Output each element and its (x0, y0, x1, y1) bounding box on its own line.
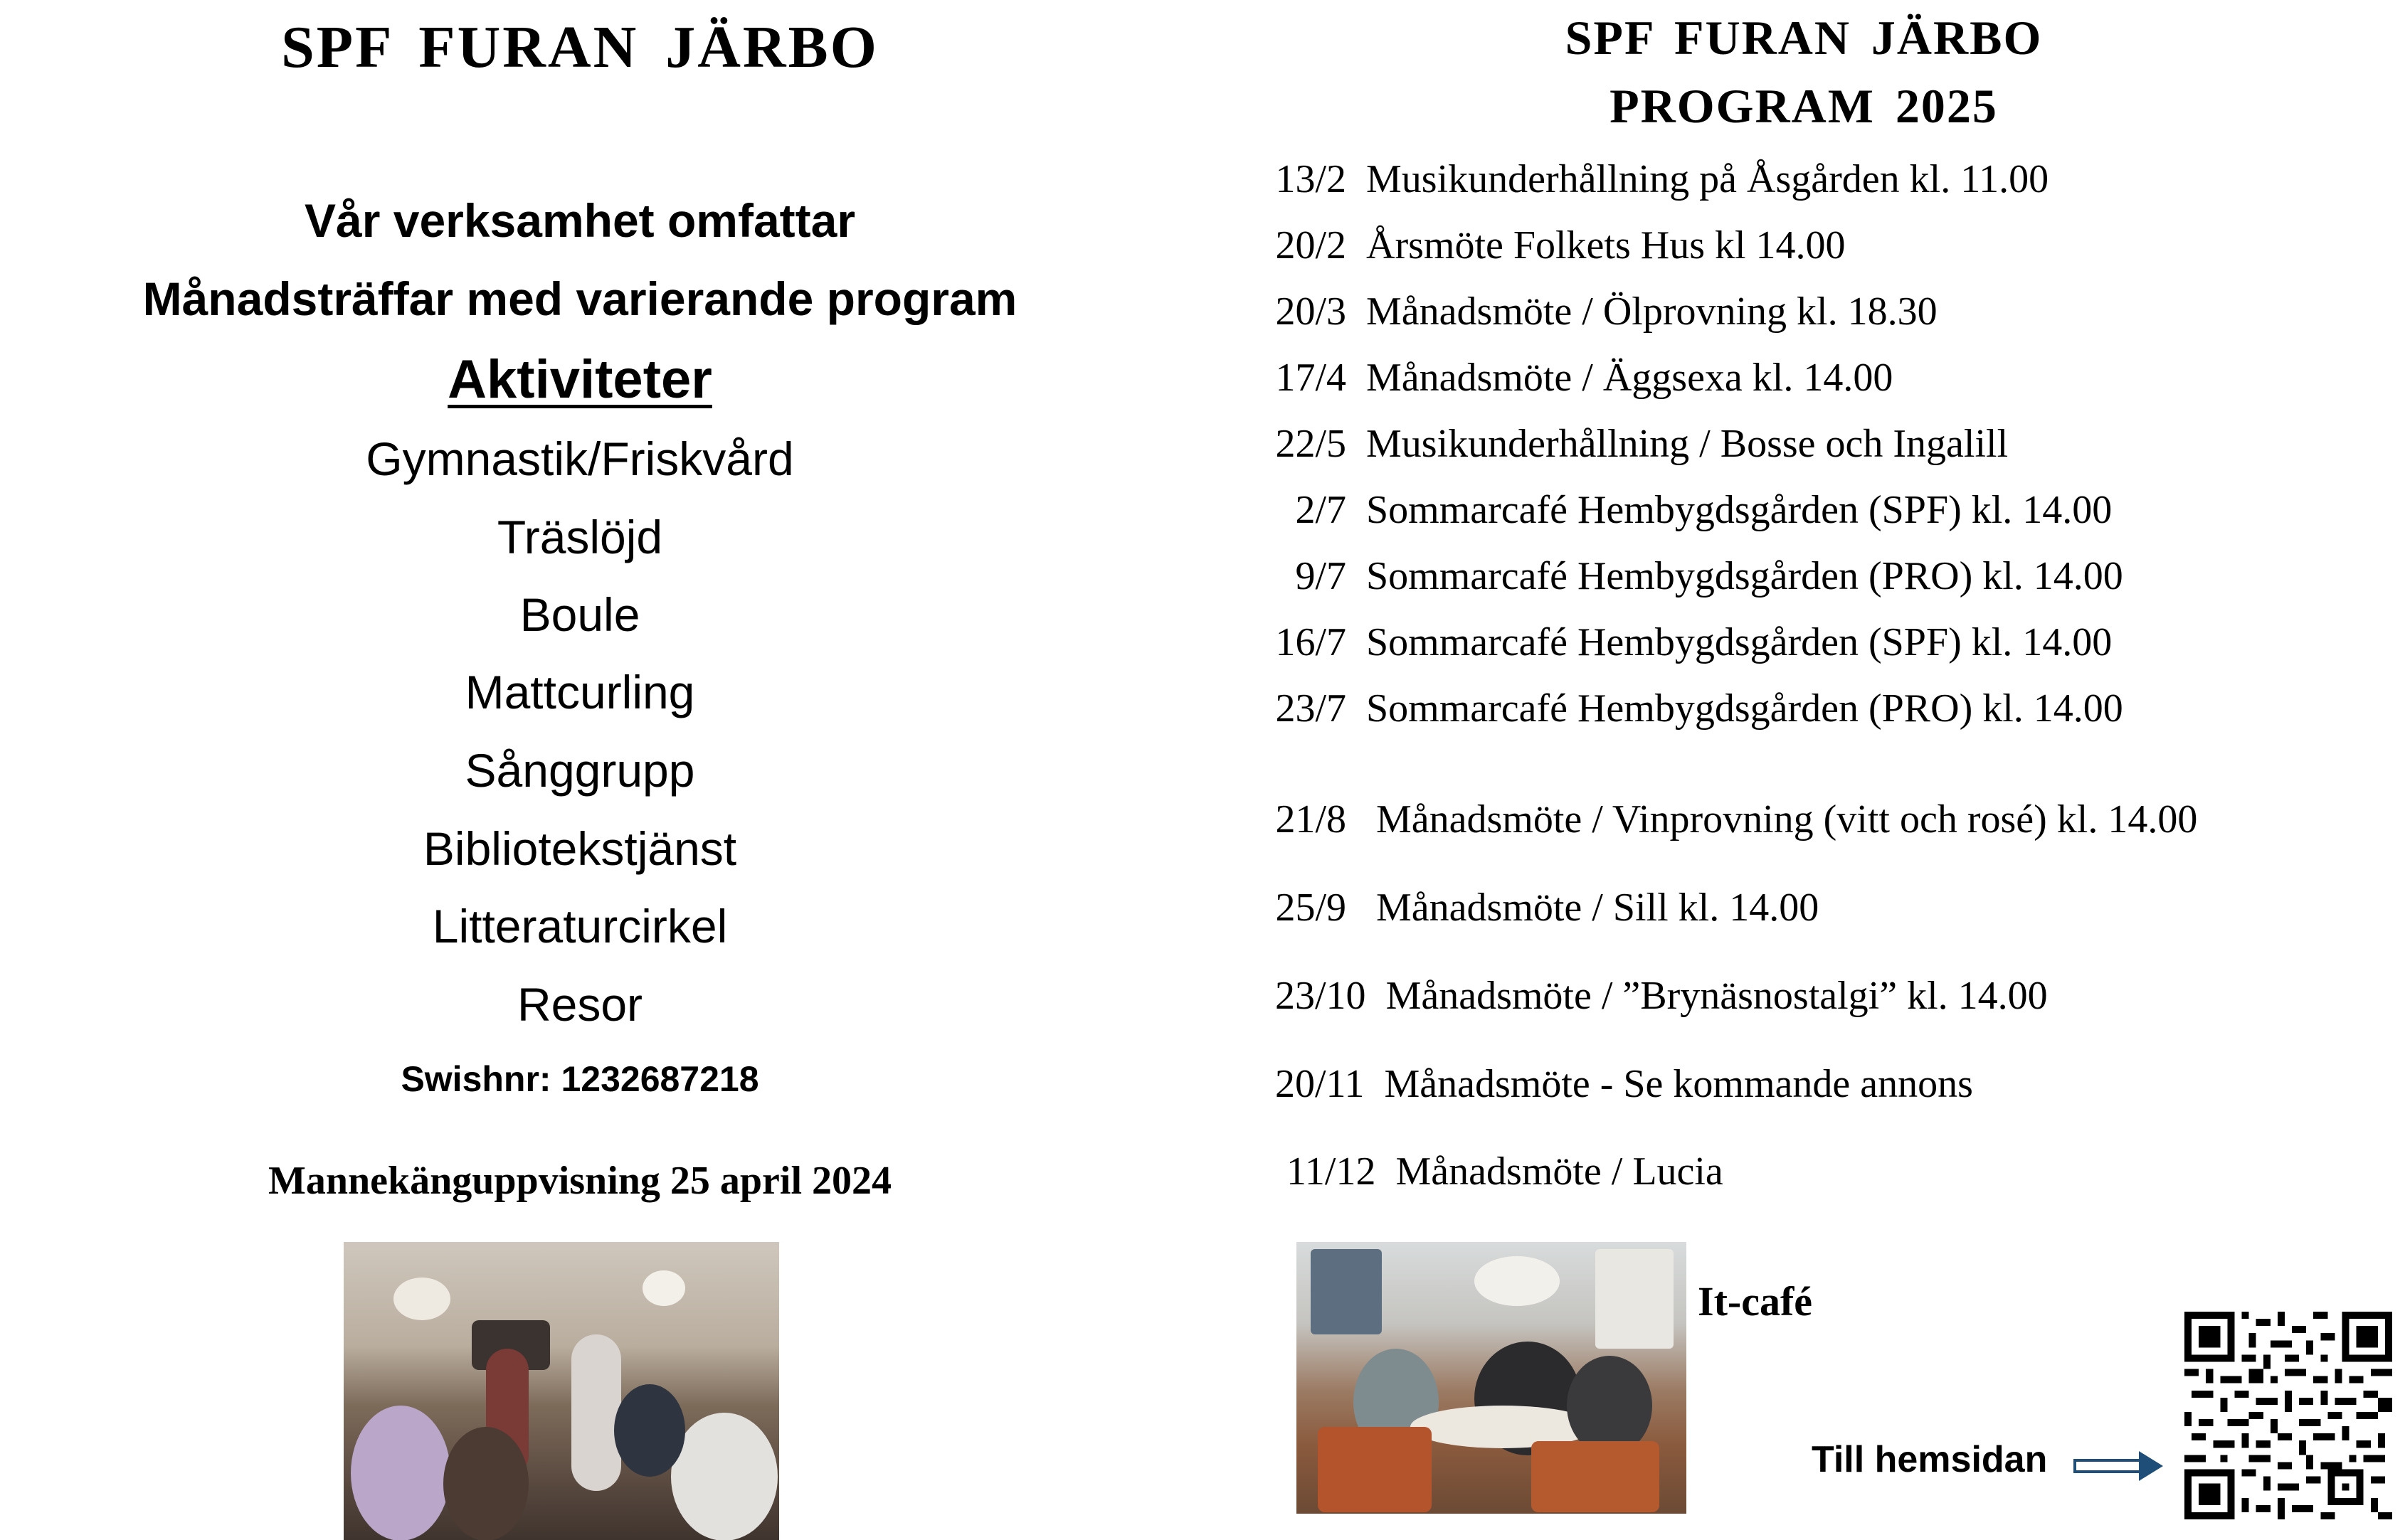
activity-item: Bibliotekstjänst (423, 822, 737, 875)
activity-item: Sånggrupp (465, 744, 695, 797)
homepage-qr-code[interactable] (2184, 1312, 2392, 1519)
activity-item: Litteraturcirkel (432, 900, 728, 952)
program-row: 16/7 Sommarcafé Hembygdsgården (SPF) kl. 14.00 (1275, 620, 2113, 664)
activity-item: Mattcurling (465, 666, 695, 718)
photo-caption: Mannekänguppvisning 25 april 2024 (268, 1159, 892, 1203)
activities-heading: Aktiviteter (448, 349, 712, 410)
program-row: 20/11 Månadsmöte - Se kommande annons (1275, 1062, 1973, 1106)
program-row: 11/12 Månadsmöte / Lucia (1286, 1149, 1723, 1194)
right-panel (1202, 0, 2405, 1540)
it-cafe-label: It-café (1698, 1278, 1813, 1324)
it-cafe-photo (1296, 1242, 1686, 1514)
activity-item: Gymnastik/Friskvård (366, 432, 794, 485)
program-row: 25/9 Månadsmöte / Sill kl. 14.00 (1275, 886, 1819, 930)
program-year: PROGRAM 2025 (1610, 79, 1998, 133)
program-row: 23/10 Månadsmöte / ”Brynäsnostalgi” kl. 14.00 (1275, 974, 2048, 1018)
activity-item: Resor (517, 978, 643, 1031)
program-row: 17/4 Månadsmöte / Äggsexa kl. 14.00 (1275, 356, 1893, 400)
swish-number: Swishnr: 1232687218 (401, 1059, 759, 1099)
homepage-label: Till hemsidan (1812, 1439, 2048, 1480)
program-row: 9/7 Sommarcafé Hembygdsgården (PRO) kl. 14.00 (1295, 554, 2123, 598)
intro-line-1: Vår verksamhet omfattar (304, 194, 856, 247)
activity-item: Träslöjd (497, 511, 663, 563)
qr-code-icon (2184, 1312, 2392, 1519)
left-title: SPF FURAN JÄRBO (281, 14, 879, 80)
program-title: SPF FURAN JÄRBO (1565, 11, 2043, 65)
program-row: 22/5 Musikunderhållning / Bosse och Ingalill (1275, 422, 2009, 466)
activity-item: Boule (519, 588, 640, 641)
program-row: 20/3 Månadsmöte / Ölprovning kl. 18.30 (1275, 290, 1938, 334)
program-row: 23/7 Sommarcafé Hembygdsgården (PRO) kl. 14.00 (1275, 686, 2123, 731)
program-row: 2/7 Sommarcafé Hembygdsgården (SPF) kl. 14.00 (1295, 488, 2113, 532)
program-row: 20/2 Årsmöte Folkets Hus kl 14.00 (1275, 223, 1846, 267)
arrow-right-icon (2073, 1448, 2166, 1484)
program-row: 21/8 Månadsmöte / Vinprovning (vitt och rosé) kl. 14.00 (1275, 797, 2198, 841)
intro-line-2: Månadsträffar med varierande program (142, 272, 1018, 325)
fashion-show-photo (344, 1242, 779, 1540)
left-panel (0, 0, 1202, 1540)
program-row: 13/2 Musikunderhållning på Åsgården kl. 11.00 (1275, 157, 2049, 201)
